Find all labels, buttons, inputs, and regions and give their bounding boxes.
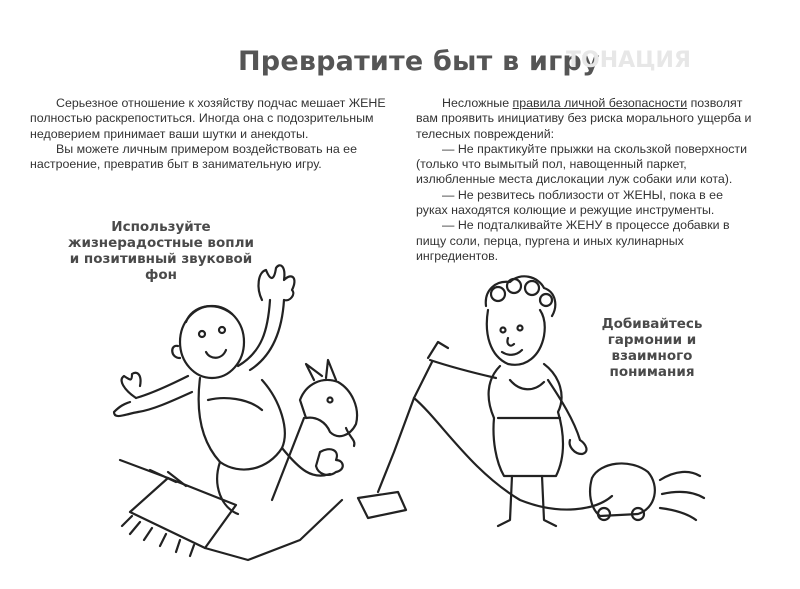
intro-text-before: Несложные	[442, 96, 513, 110]
left-paragraph-2: Вы можете личным примером воздействовать на ее настроение, превратив быт в занимательную игру.	[30, 141, 357, 172]
left-paragraph-1: Серьезное отношение к хозяйству подчас мешает ЖЕНЕ полностью раскрепоститься. Иногда она с подозрительным недоверием принимает ваши шутки и анекдоты.	[30, 96, 386, 141]
page-title: Превратите быт в игру	[238, 46, 600, 77]
safety-rule-2: — Не резвитесь поблизости от ЖЕНЫ, пока в ее руках находятся колющие и режущие инструменты.	[416, 187, 723, 218]
slogan-left: Используйте жизнерадостные вопли и позитивный звуковой фон	[68, 219, 254, 283]
woman-with-vacuum-icon	[358, 276, 704, 526]
safety-rules-link: правила личной безопасности	[512, 96, 688, 110]
safety-rule-1: — Не практикуйте прыжки на скользкой поверхности (только что вымытый пол, навощенный паркет, излюбленные места дислокации луж собаки или кота).	[416, 141, 748, 187]
man-on-hobby-horse-icon	[114, 265, 357, 560]
bleed-through-text: ТОНАЦИЯ	[566, 48, 691, 73]
slogan-right: Добивайтесь гармонии и взаимного понимания	[601, 316, 703, 380]
intro-text-after: позволят вам проявить инициативу без риска морального ущерба и телесных повреждений:	[416, 96, 752, 141]
safety-rule-3: — Не подталкивайте ЖЕНУ в процессе добавки в пищу соли, перца, пургена и иных кулинарных ингредиентов.	[416, 218, 730, 263]
